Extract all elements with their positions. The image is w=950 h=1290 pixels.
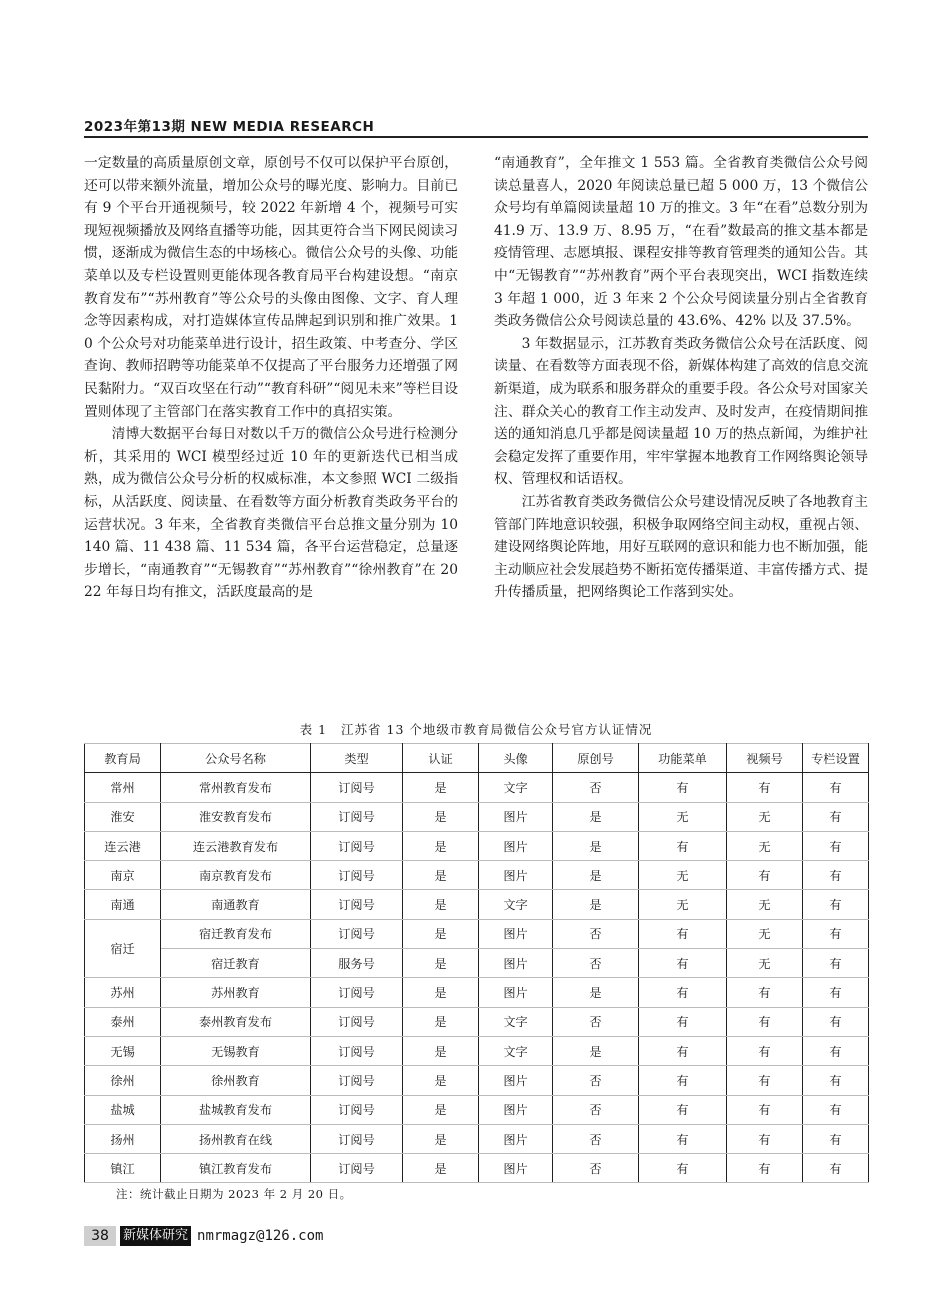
table-cell: 图片 [479,802,553,831]
table-cell: 是 [553,890,639,919]
table-cell: 有 [727,1154,803,1183]
table-cell: 是 [403,890,479,919]
table-row [85,1095,869,1124]
table-cell: 无锡教育 [161,1036,311,1065]
table-cell: 宿迁教育 [161,949,311,978]
table-cell: 文字 [479,1036,553,1065]
table-cell: 有 [727,1007,803,1036]
table-cell: 否 [553,949,639,978]
table-row [85,1036,869,1065]
table-cell: 徐州教育 [161,1066,311,1095]
table-cell: 有 [803,1007,869,1036]
header-cell: 类型 [311,744,403,773]
table-cell: 有 [639,1095,727,1124]
table-title: 江苏省 13 个地级市教育局微信公众号官方认证情况 [341,722,653,737]
table-row [85,1154,869,1183]
page-number: 38 [84,1226,116,1246]
table-row [85,890,869,919]
header-cell: 教育局 [85,744,161,773]
table-cell: 订阅号 [311,861,403,890]
header-cell: 公众号名称 [161,744,311,773]
table-caption [84,720,868,738]
table-row [85,978,869,1007]
certification-table [84,743,869,1183]
table-cell: 是 [403,831,479,860]
table-cell: 订阅号 [311,1066,403,1095]
table-cell: 是 [553,831,639,860]
table-cell: 有 [727,1066,803,1095]
table-cell: 订阅号 [311,802,403,831]
table-cell: 无 [727,890,803,919]
table-cell: 图片 [479,1154,553,1183]
table-cell: 订阅号 [311,831,403,860]
header-rule [84,136,868,138]
table-cell: 有 [803,861,869,890]
table-cell: 有 [639,1036,727,1065]
table-cell: 有 [803,890,869,919]
table-cell: 盐城教育发布 [161,1095,311,1124]
table-cell: 常州 [85,773,161,802]
table-row [85,949,869,978]
table-cell: 图片 [479,949,553,978]
table-cell: 图片 [479,978,553,1007]
journal-name: 新媒体研究 [120,1226,191,1246]
table-cell: 有 [639,773,727,802]
table-cell: 盐城 [85,1095,161,1124]
table-cell: 否 [553,1095,639,1124]
table-body [85,773,869,1183]
table-cell: 图片 [479,1124,553,1153]
table-cell: 是 [403,773,479,802]
table-cell: 苏州 [85,978,161,1007]
table-cell: 图片 [479,1095,553,1124]
table-cell: 文字 [479,773,553,802]
right-paragraph-3: 江苏省教育类政务微信公众号建设情况反映了各地教育主管部门阵地意识较强，积极争取网络空间主动权，重视占领、建设网络舆论阵地，用好互联网的意识和能力也不断加强，能主动顺应社会发展趋势不断拓宽传播渠道、丰富传播方式、提升传播质量，把网络舆论工作落到实处。 [494,493,868,601]
table-row [85,831,869,860]
table-cell: 无 [727,802,803,831]
table-cell: 有 [803,1124,869,1153]
table-cell: 是 [403,802,479,831]
table-cell: 有 [639,1154,727,1183]
table-cell: 有 [803,978,869,1007]
table-row [85,773,869,802]
table-note: 注：统计截止日期为 2023 年 2 月 20 日。 [116,1187,352,1201]
table-row [85,861,869,890]
table-cell: 有 [639,919,727,948]
table-cell: 有 [639,831,727,860]
table-cell: 无锡 [85,1036,161,1065]
header-cell: 头像 [479,744,553,773]
table-cell: 南京 [85,861,161,890]
table-cell: 有 [727,1095,803,1124]
table-row [85,1124,869,1153]
table-cell: 南京教育发布 [161,861,311,890]
table-cell: 有 [803,802,869,831]
table-cell: 宿迁 [85,919,161,978]
table-cell: 订阅号 [311,1095,403,1124]
table-cell: 图片 [479,919,553,948]
table-cell: 图片 [479,861,553,890]
table-cell: 无 [639,861,727,890]
table-row [85,1066,869,1095]
table-cell: 是 [403,1066,479,1095]
table-cell: 有 [803,919,869,948]
table-cell: 图片 [479,831,553,860]
table-cell: 有 [639,1066,727,1095]
table-number: 表 1 [299,722,328,737]
table-cell: 扬州教育在线 [161,1124,311,1153]
footer-email: nmrmagz@126.com [197,1228,324,1244]
table-cell: 是 [553,978,639,1007]
right-column [494,152,868,604]
table-cell: 有 [727,1124,803,1153]
table-cell: 有 [803,1036,869,1065]
table-cell: 无 [639,890,727,919]
header-cell: 原创号 [553,744,639,773]
left-paragraph-1: 一定数量的高质量原创文章，原创号不仅可以保护平台原创，还可以带来额外流量，增加公众号的曝光度、影响力。目前已有 9 个平台开通视频号，较 2022 年新增 4 个，视频号可实现短视频播放及网络直播等功能，因其更符合当下网民阅读习惯，逐渐成为微信生态的中场核心。微信公众号的头像、功能菜单以及专栏设置则更能体现各教育局平台构建设想。“南京教育发布”“苏州教育”等公众号的头像由图像、文字、育人理念等因素构成，对打造媒体宣传品牌起到识别和推广效果。10 个公众号对功能菜单进行设计，招生政策、中考查分、学区查询、教师招聘等功能菜单不仅提高了平台服务力还增强了网民黏附力。“双百攻坚在行动”“教育科研”“阅见未来”等栏目设置则体现了主管部门在落实教育工作中的真招实策。 [84,155,458,420]
table-cell: 订阅号 [311,978,403,1007]
table-cell: 有 [803,831,869,860]
table-row [85,1007,869,1036]
running-header: 2023年第13期 NEW MEDIA RESEARCH [84,119,375,135]
table-cell: 有 [727,861,803,890]
right-paragraph-1: “南通教育”，全年推文 1 553 篇。全省教育类微信公众号阅读总量喜人，2020 年阅读总量已超 5 000 万，13 个微信公众号均有单篇阅读量超 10 万的推文。3 年“在看”总数分别为 41.9 万、13.9 万、8.95 万，“在看”数最高的推文基本都是疫情管理、志愿填报、课程安排等教育管理类的通知公告。其中“无锡教育”“苏州教育”两个平台表现突出，WCI 指数连续 3 年超 1 000，近 3 年来 2 个公众号阅读量分别占全省教育类政务微信公众号阅读总量的 43.6%、42% 以及 37.5%。 [494,155,868,330]
table-cell: 订阅号 [311,919,403,948]
table-cell: 否 [553,773,639,802]
table-cell: 苏州教育 [161,978,311,1007]
table-cell: 服务号 [311,949,403,978]
table-cell: 有 [803,773,869,802]
table-cell: 镇江教育发布 [161,1154,311,1183]
table-cell: 否 [553,1124,639,1153]
table-cell: 是 [553,1036,639,1065]
table-cell: 连云港教育发布 [161,831,311,860]
table-cell: 淮安 [85,802,161,831]
table-cell: 订阅号 [311,1124,403,1153]
table-cell: 是 [403,861,479,890]
table-cell: 文字 [479,1007,553,1036]
table-cell: 是 [403,1124,479,1153]
table-cell: 否 [553,1154,639,1183]
table-cell: 订阅号 [311,1036,403,1065]
table-cell: 有 [639,978,727,1007]
footer [84,1226,323,1246]
right-paragraph-2: 3 年数据显示，江苏教育类政务微信公众号在活跃度、阅读量、在看数等方面表现不俗，新媒体构建了高效的信息交流新渠道，成为联系和服务群众的重要手段。各公众号对国家关注、群众关心的教育工作主动发声、及时发声，在疫情期间推送的通知消息几乎都是阅读量超 10 万的热点新闻，为维护社会稳定发挥了重要作用，牢牢掌握本地教育工作网络舆论领导权、管理权和话语权。 [494,335,868,488]
table-cell: 有 [727,978,803,1007]
table-cell: 是 [553,861,639,890]
table-cell: 扬州 [85,1124,161,1153]
left-paragraph-2: 清博大数据平台每日对数以千万的微信公众号进行检测分析，其采用的 WCI 模型经过近 10 年的更新迭代已相当成熟，成为微信公众号分析的权威标准，本文参照 WCI 二级指标，从活跃度、阅读量、在看数等方面分析教育类政务平台的运营状况。3 年来，全省教育类微信平台总推文量分别为 10 140 篇、11 438 篇、11 534 篇，各平台运营稳定，总量逐步增长，“南通教育”“无锡教育”“苏州教育”“徐州教育”在 2022 年每日均有推文，活跃度最高的是 [84,426,458,601]
header-cell: 认证 [403,744,479,773]
table-cell: 淮安教育发布 [161,802,311,831]
header-cell: 视频号 [727,744,803,773]
table-cell: 连云港 [85,831,161,860]
table-row [85,802,869,831]
table-cell: 有 [639,1007,727,1036]
table-cell: 有 [727,773,803,802]
table-cell: 是 [553,802,639,831]
table-cell: 是 [403,919,479,948]
table-cell: 是 [403,1095,479,1124]
table-cell: 订阅号 [311,773,403,802]
table-cell: 无 [727,919,803,948]
table-cell: 无 [639,802,727,831]
table-cell: 有 [803,1095,869,1124]
table-cell: 是 [403,1036,479,1065]
table-cell: 有 [803,1066,869,1095]
table-cell: 是 [403,1154,479,1183]
table-row [85,919,869,948]
table-cell: 文字 [479,890,553,919]
table-cell: 泰州教育发布 [161,1007,311,1036]
table-cell: 否 [553,1007,639,1036]
header-cell: 专栏设置 [803,744,869,773]
table-cell: 泰州 [85,1007,161,1036]
table-cell: 有 [639,1124,727,1153]
table-cell: 否 [553,1066,639,1095]
table-cell: 是 [403,1007,479,1036]
table-cell: 南通 [85,890,161,919]
left-column [84,152,458,604]
table-cell: 无 [727,949,803,978]
table-cell: 有 [803,949,869,978]
table-cell: 南通教育 [161,890,311,919]
table-cell: 有 [803,1154,869,1183]
table-cell: 图片 [479,1066,553,1095]
table-cell: 是 [403,949,479,978]
table-cell: 是 [403,978,479,1007]
table-header-row [85,744,869,773]
table-cell: 无 [727,831,803,860]
table-cell: 有 [727,1036,803,1065]
table-cell: 有 [639,949,727,978]
table-cell: 宿迁教育发布 [161,919,311,948]
table-cell: 徐州 [85,1066,161,1095]
table-cell: 镇江 [85,1154,161,1183]
table-cell: 订阅号 [311,1007,403,1036]
table-cell: 订阅号 [311,890,403,919]
table-cell: 否 [553,919,639,948]
header-cell: 功能菜单 [639,744,727,773]
table-cell: 常州教育发布 [161,773,311,802]
table-cell: 订阅号 [311,1154,403,1183]
